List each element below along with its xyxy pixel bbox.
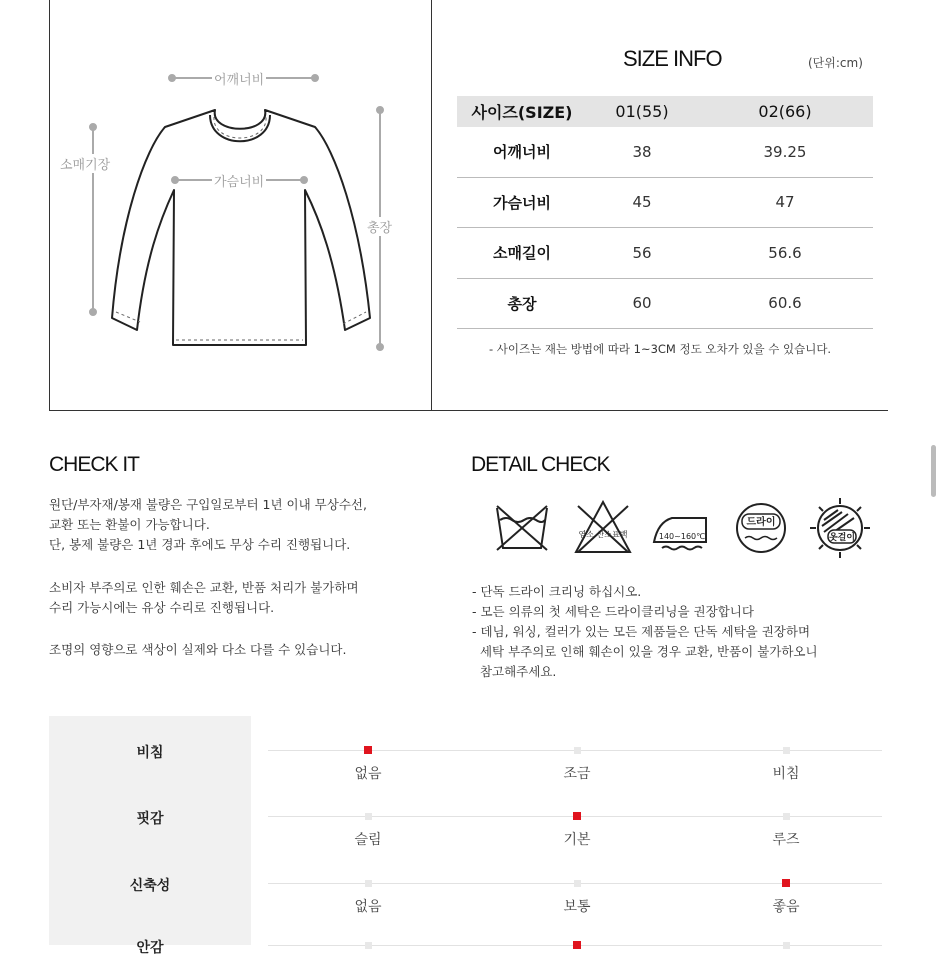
size-table <box>457 96 873 329</box>
length-label: 총장 <box>365 217 394 236</box>
row-value: 60.6 <box>768 294 802 313</box>
row-value: 47 <box>775 193 795 212</box>
rating-label: 핏감 <box>136 811 164 827</box>
iron-temp: 140~160℃ <box>658 532 706 541</box>
detail-check-notes: - 단독 드라이 크리닝 하십시오. - 모든 의류의 첫 세탁은 드라이클리닝을 권장합니다 - 데님, 워싱, 컬러가 있는 모든 제품들은 단독 세탁을 권장하며 세탁 부주의로 인해 훼손이 있을 경우 교환, 반품이 불가하오니 참고해주세요. <box>472 584 818 679</box>
rating-option: 조금 <box>563 766 591 782</box>
dry-clean-text: 드라이 <box>746 517 776 528</box>
rating-dot <box>365 942 372 949</box>
rating-dot <box>783 813 790 820</box>
row-value: 56.6 <box>768 243 802 262</box>
table-row <box>457 279 873 330</box>
no-bleach-icon <box>572 498 634 556</box>
header-02: 02(66) <box>758 102 812 121</box>
section-divider <box>49 410 888 411</box>
rating-label: 안감 <box>136 940 164 956</box>
left-border <box>49 0 50 411</box>
rating-dot <box>574 880 581 887</box>
rating-dot-selected <box>364 746 372 754</box>
row-value: 60 <box>632 294 652 313</box>
rating-dot <box>783 942 790 949</box>
rating-dot <box>574 747 581 754</box>
rating-dot <box>365 813 372 820</box>
iron-icon <box>650 508 712 552</box>
rating-dot-selected <box>573 941 581 949</box>
shoulder-label: 어깨너비 <box>212 69 266 88</box>
rating-option: 루즈 <box>772 832 800 848</box>
check-it-paragraph-1: 원단/부자재/봉재 불량은 구입일로부터 1년 이내 무상수선, 교환 또는 환불이 가능합니다. 단, 봉제 불량은 1년 경과 후에도 무상 수리 진행됩니다. <box>49 497 367 552</box>
row-label: 가슴너비 <box>493 193 551 212</box>
rating-dot-selected <box>782 879 790 887</box>
dry-clean-icon <box>733 500 789 556</box>
rating-option: 없음 <box>354 899 382 915</box>
size-note: - 사이즈는 재는 방법에 따라 1~3CM 정도 오차가 있을 수 있습니다. <box>489 342 832 356</box>
no-wash-icon <box>493 500 551 555</box>
rating-label: 신축성 <box>129 878 171 894</box>
table-row <box>457 228 873 279</box>
hanger-text: 옷걸이 <box>828 533 856 543</box>
row-value: 38 <box>632 142 652 161</box>
table-header <box>457 96 873 127</box>
rating-option: 없음 <box>354 766 382 782</box>
hanger-dry-icon <box>808 496 872 560</box>
table-row <box>457 127 873 178</box>
rating-dot <box>783 747 790 754</box>
no-bleach-text-1: 염소 산소표백 <box>578 530 628 539</box>
header-01: 01(55) <box>615 102 669 121</box>
garment-diagram <box>60 60 420 370</box>
check-it-title: CHECK IT <box>49 453 140 476</box>
row-value: 56 <box>632 243 652 262</box>
row-label: 총장 <box>507 294 537 313</box>
rating-option: 기본 <box>563 832 591 848</box>
scrollbar[interactable] <box>931 445 936 497</box>
sleeve-label: 소매기장 <box>58 154 112 173</box>
row-value: 45 <box>632 193 652 212</box>
center-divider <box>431 0 432 411</box>
row-label: 어깨너비 <box>493 143 551 162</box>
row-label: 소매길이 <box>493 244 551 263</box>
rating-option: 비침 <box>772 766 800 782</box>
check-it-paragraph-3: 조명의 영향으로 색상이 실제와 다소 다를 수 있습니다. <box>49 642 347 657</box>
rating-option: 좋음 <box>772 899 800 915</box>
header-size: 사이즈(SIZE) <box>471 103 573 122</box>
chest-label: 가슴너비 <box>212 171 266 190</box>
unit-label: (단위:cm) <box>808 56 863 70</box>
size-info-title: SIZE INFO <box>623 46 722 71</box>
row-value: 39.25 <box>763 142 807 161</box>
rating-dot <box>365 880 372 887</box>
check-it-paragraph-2: 소비자 부주의로 인한 훼손은 교환, 반품 처리가 불가하며 수리 가능시에는 유상 수리로 진행됩니다. <box>49 580 359 615</box>
detail-check-title: DETAIL CHECK <box>471 453 610 476</box>
rating-option: 보통 <box>563 899 591 915</box>
table-row <box>457 178 873 229</box>
rating-label: 비침 <box>136 745 164 761</box>
rating-option: 슬림 <box>354 832 382 848</box>
rating-dot-selected <box>573 812 581 820</box>
